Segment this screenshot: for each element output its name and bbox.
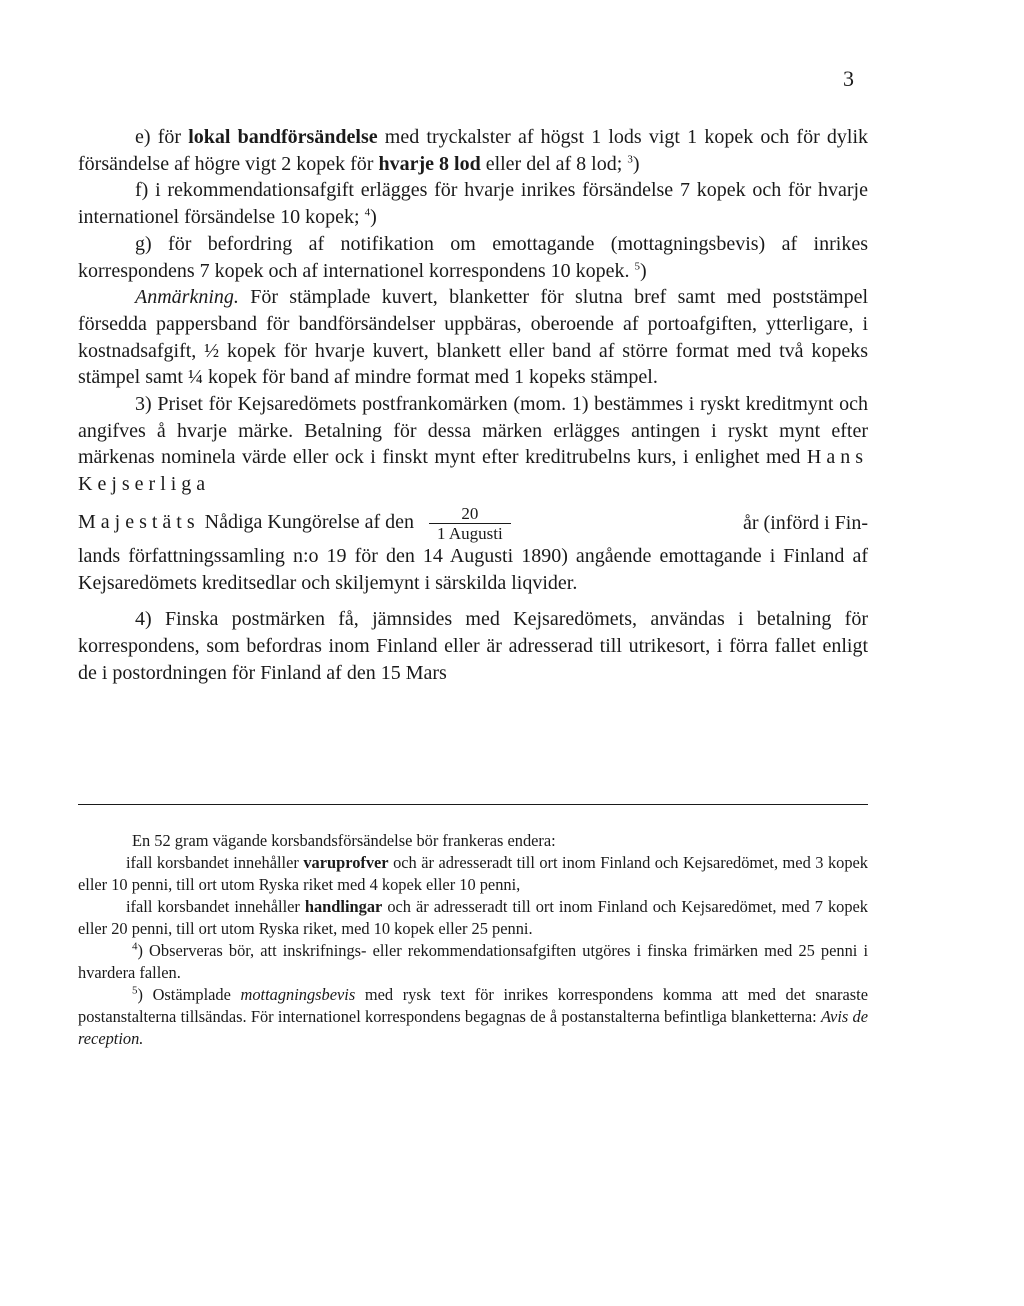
- footnote-divider: [78, 804, 868, 805]
- footnote-ref-5: 5: [634, 259, 641, 272]
- footnote-3-intro: En 52 gram vägande korsbandsförsändelse bör frankeras endera:: [132, 831, 556, 850]
- paragraph-3-continued: lands författningssamling n:o 19 för den 14 Augusti 1890) angående emottagande i Finland af Kejsaredömets kreditsedlar och skiljemynt i särskilda liqvider.: [78, 544, 868, 594]
- paragraph-anmarkning: Anmärkning. För stämplade kuvert, blanketter för slutna bref samt med poststämpel försedda pappersband för bandförsändelser uppbäras, oberoende af portoafgiften, ytterligare, i kostnadsafgift, ½ kopek för hvarje kuvert, blankett eller band af större format med två kopeks stämpel samt ¼ kopek för band af mindre format med 1 kopeks stämpel.: [78, 286, 868, 389]
- main-text: [78, 124, 868, 686]
- decree-date-line: Majestäts Nådiga Kungörelse af den $\frac{20}{\text{1 Augusti}}$ år (införd i Fin-: [78, 503, 868, 543]
- footnote-3-item-b: ifall korsbandet innehåller handlingar och är adresseradt till ort inom Finland och Kejsaredömet, med 7 kopek eller 20 penni, till ort utom Ryska riket, med 10 kopek eller 25 penni.: [78, 897, 868, 938]
- paragraph-e: e) för lokal bandförsändelse med tryckalster af högst 1 lods vigt 1 kopek och för dylik försändelse af högre vigt 2 kopek för hvarje 8 lod eller del af 8 lod; $^3$): [78, 126, 869, 175]
- date-fraction: $\frac{20}{\text{1 Augusti}}$: [429, 504, 511, 543]
- footnote-ref-4: 4: [364, 206, 371, 219]
- footnote-ref-3: 3: [627, 153, 633, 166]
- paragraph-g: g) för befordring af notifikation om emottagande (mottagningsbevis) af inrikes korrespondens 7 kopek och af internationel korrespondens 10 kopek. $^5$): [78, 232, 868, 282]
- footnote-4: $^4$) Observeras bör, att inskrifnings- eller rekommendationsafgiften utgöres i finska frimärken med 25 penni i hvardera fallen.: [78, 940, 868, 982]
- paragraph-4: 4) Finska postmärken få, jämnsides med Kejsaredömets, användas i betalning för korrespondens, som befordras inom Finland eller är adresserad till utrikesort, i förra fallet enligt de i postordningen för Finland af den 15 Mars: [78, 608, 868, 684]
- footnote-5: $^5$) Ostämplade mottagningsbevis med rysk text för inrikes korrespondens komma att med det snaraste postanstalterna tillsändas. För internationel korrespondens begagnas de å postanstalterna befintliga blanketterna: Avis de reception.: [78, 984, 868, 1048]
- footnotes: [78, 830, 868, 1050]
- paragraph-3: 3) Priset för Kejsaredömets postfrankomärken (mom. 1) bestämmes i ryskt kreditmynt och angifves å hvarje märke. Betalning för dessa märken erlägges antingen i ryskt mynt efter märkenas nominela värde eller ock i finskt mynt efter kreditrubelns kurs, i enlighet med Hans Kejserliga: [78, 393, 868, 496]
- footnote-3-item-a: ifall korsbandet innehåller varuprofver och är adresseradt till ort inom Finland och Kejsaredömet, med 3 kopek eller 10 penni, till ort utom Ryska riket med 4 kopek eller 10 penni,: [78, 853, 869, 894]
- page-number: 3: [843, 66, 854, 91]
- paragraph-f: f) i rekommendationsafgift erlägges för hvarje inrikes försändelse 7 kopek och för hvarje internationel försändelse 10 kopek; $^4$): [78, 179, 868, 229]
